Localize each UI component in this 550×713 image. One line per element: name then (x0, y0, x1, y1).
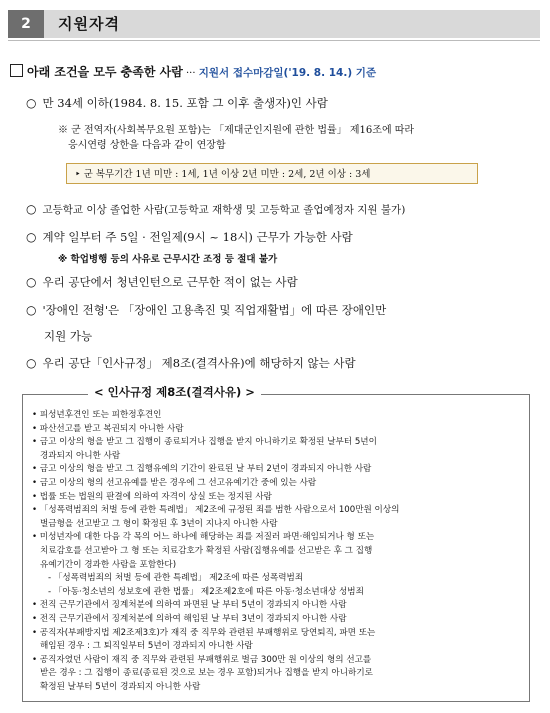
deadline-text: 지원서 접수마감일('19. 8. 14.) 기준 (198, 67, 377, 79)
item-no-prior-text: 우리 공단에서 청년인턴으로 근무한 적이 없는 사람 (42, 275, 298, 289)
item-disabled-text-2: 지원 가능 (44, 329, 93, 343)
section-number: 2 (8, 10, 44, 38)
item-age (26, 96, 328, 110)
rules-title: < 인사규정 제8조(결격사유) > (88, 384, 261, 400)
rule-item: • 전직 근무기관에서 징계처분에 의하여 파면된 날 부터 5년이 경과되지 아니한 사람 (32, 600, 347, 611)
rule-item: • 피성년후견인 또는 피한정후견인 (32, 410, 162, 420)
rule-item: • 「성폭력범죄의 처벌 등에 관한 특례법」 제2조에 규정된 죄를 범한 사람으로서 100만원 이상의 (32, 505, 400, 516)
item-disabled (26, 303, 386, 317)
fulltime-note: ※ 학업병행 등의 사유로 근무시간 조정 등 절대 불가 (58, 254, 278, 265)
item-no-prior (26, 275, 298, 289)
section-header (8, 10, 540, 38)
rule-item: • 법률 또는 법원의 판결에 의하여 자격이 상실 또는 정지된 사람 (32, 491, 272, 502)
rule-item-continuation: 유예기간이 경과한 사람을 포함한다) (40, 559, 177, 570)
military-note-line-1: ※ 군 전역자(사회복무요원 포함)는 「제대군인지원에 관한 법률」 제16조에 따라 (58, 125, 415, 136)
circle-bullet-icon: ○ (26, 275, 37, 289)
item-not-disqualified-text: 우리 공단「인사규정」 제8조(결격사유)에 해당하지 않는 사람 (42, 356, 356, 370)
condition-line (10, 64, 376, 81)
rule-item: • 금고 이상의 형을 받고 그 집행유예의 기간이 완료된 날 부터 2년이 경과되지 아니한 사람 (32, 464, 372, 475)
rule-item-continuation: 받은 경우 : 그 집행이 종료(종료된 것으로 보는 경우 포함)되거나 집행을 받지 아니하기로 (40, 668, 373, 679)
section-title: 지원자격 (58, 15, 120, 33)
rule-item: • 금고 이상의 형의 선고유예를 받은 경우에 그 선고유예기간 중에 있는 사람 (32, 478, 317, 488)
item-disabled-text-1: '장애인 전형'은 「장애인 고용촉진 및 직업재활법」에 따른 장애인만 (42, 303, 387, 317)
item-highschool (26, 202, 405, 217)
item-not-disqualified (26, 356, 356, 370)
military-note (58, 123, 518, 153)
header-divider (8, 40, 540, 41)
rule-sub-item: - 「아동·청소년의 성보호에 관한 법률」 제2조제2호에 따른 아동·청소년대상 성범죄 (48, 586, 364, 597)
rule-item: • 전직 근무기관에서 징계처분에 의하여 해임된 날 부터 3년이 경과되지 아니한 사람 (32, 614, 347, 624)
item-fulltime-text: 계약 일부터 주 5일 · 전일제(9시 ~ 18시) 근무가 가능한 사람 (42, 230, 353, 244)
rule-item-continuation: 해임된 경우 : 그 퇴직일부터 5년이 경과되지 아니한 사람 (40, 641, 253, 652)
rule-item: • 미성년자에 대한 다음 각 목의 어느 하나에 해당하는 죄를 저질러 파면·해임되거나 형 또는 (32, 532, 375, 543)
circle-bullet-icon: ○ (26, 96, 37, 110)
military-extension-box: ‣ 군 복무기간 1년 미만 : 1세, 1년 이상 2년 미만 : 2세, 2년 이상 : 3세 (66, 163, 478, 184)
circle-bullet-icon: ○ (26, 202, 37, 216)
item-highschool-text: 고등학교 이상 졸업한 사람(고등학교 재학생 및 고등학교 졸업예정자 지원 불가) (42, 204, 406, 216)
circle-bullet-icon: ○ (26, 356, 37, 370)
rule-item: • 파산선고를 받고 복권되지 아니한 사람 (32, 423, 184, 434)
item-fulltime (26, 230, 353, 244)
rule-item-continuation: 경과되지 아니한 사람 (40, 450, 121, 461)
condition-separator: ··· (182, 68, 199, 79)
circle-bullet-icon: ○ (26, 230, 37, 244)
rule-item-continuation: 치료감호를 선고받아 그 형 또는 치료감호가 확정된 사람(집행유예를 선고받은 후 그 집행 (40, 546, 373, 556)
rule-item: • 공직자였던 사람이 재직 중 직무와 관련된 부패행위로 벌금 300만 원 이상의 형의 선고를 (32, 654, 372, 665)
circle-bullet-icon: ○ (26, 303, 37, 317)
rule-item: • 공직자(부패방지법 제2조제3호)가 재직 중 직무와 관련된 부패행위로 당연퇴직, 파면 또는 (32, 627, 376, 638)
checkbox-square-icon (10, 64, 23, 77)
rule-sub-item: - 「성폭력범죄의 처벌 등에 관한 특례법」 제2조에 따른 성폭력범죄 (48, 573, 304, 584)
item-age-text: 만 34세 이하(1984. 8. 15. 포함 그 이후 출생자)인 사람 (42, 96, 328, 110)
military-note-line-2: 응시연령 상한을 다음과 같이 연장함 (68, 140, 226, 151)
rule-item-continuation: 확정된 날부터 5년이 경과되지 아니한 사람 (40, 682, 201, 692)
rule-item: • 금고 이상의 형을 받고 그 집행이 종료되거나 집행을 받지 아니하기로 확정된 날부터 5년이 (32, 437, 377, 448)
rule-item-continuation: 벌금형을 선고받고 그 형이 확정된 후 3년이 지나지 아니한 사람 (40, 518, 278, 529)
condition-text: 아래 조건을 모두 충족한 사람 (27, 65, 183, 79)
